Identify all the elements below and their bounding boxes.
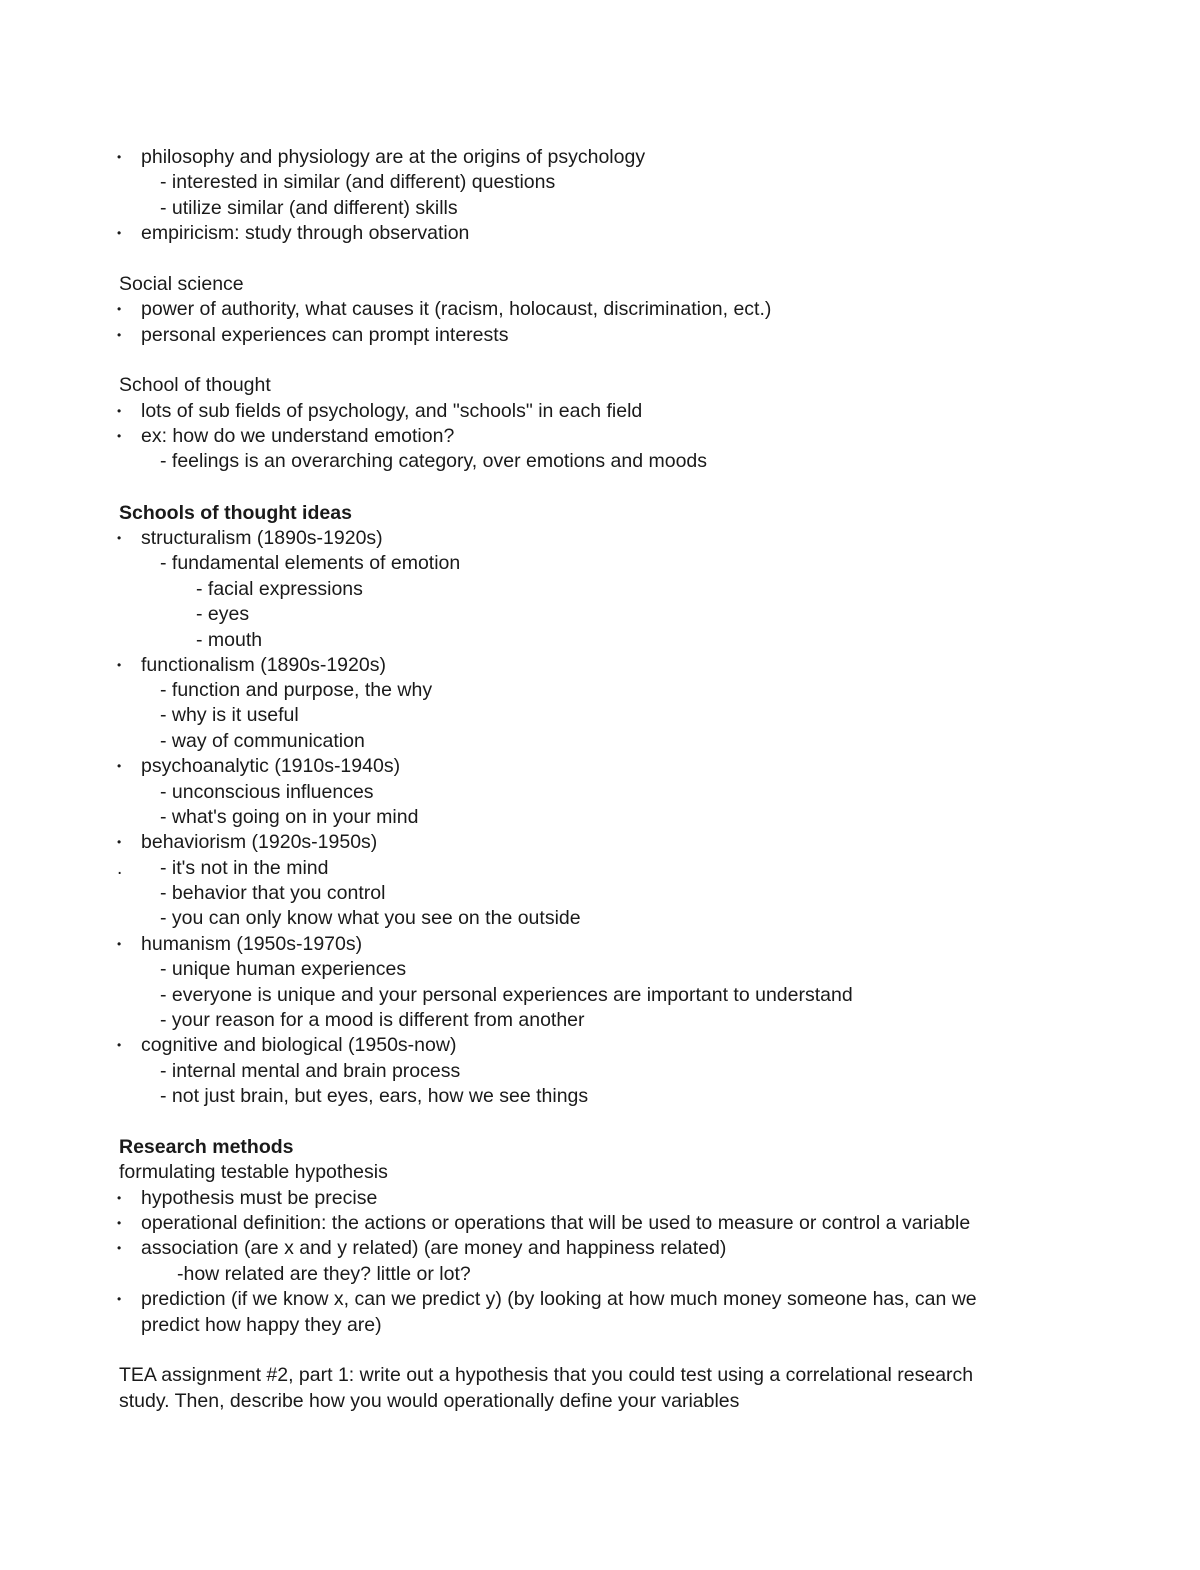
bullet-marker: • [117,150,122,164]
bullet-marker: • [117,328,122,342]
bullet-marker: • [117,1216,122,1230]
sub-text: - function and purpose, the why [160,679,433,701]
sub-sub-text: - facial expressions [196,578,363,600]
sub-text: - your reason for a mood is different from another [160,1009,585,1031]
bullet-text: hypothesis must be precise [141,1187,378,1209]
heading-text: Research methods [119,1136,294,1158]
assignment-text: TEA assignment #2, part 1: write out a hypothesis that you could test using a correlational research [119,1364,974,1386]
bullet-marker: • [117,1038,122,1052]
bullet-text: lots of sub fields of psychology, and "schools" in each field [141,400,643,422]
heading-text: Social science [119,273,244,295]
bullet-text: philosophy and physiology are at the origins of psychology [141,146,646,168]
heading-text: Schools of thought ideas [119,502,352,524]
bullet-text: structuralism (1890s-1920s) [141,527,383,549]
bullet-text: cognitive and biological (1950s-now) [141,1034,457,1056]
bullet-marker: • [117,226,122,240]
subheading-text: formulating testable hypothesis [119,1161,388,1183]
bullet-marker: • [117,429,122,443]
sub-sub-text: - eyes [196,603,250,625]
bullet-marker: • [117,658,122,672]
bullet-text: personal experiences can prompt interests [141,324,509,346]
bullet-marker: • [117,835,122,849]
sub-text: - unconscious influences [160,781,374,803]
bullet-marker: • [117,531,122,545]
bullet-marker: • [117,1191,122,1205]
sub-text: - interested in similar (and different) questions [160,171,556,193]
bullet-marker: • [117,937,122,951]
bullet-text: humanism (1950s-1970s) [141,933,363,955]
assignment-text: study. Then, describe how you would operationally define your variables [119,1390,740,1412]
sub-text: - utilize similar (and different) skills [160,197,458,219]
sub-text: - everyone is unique and your personal experiences are important to understand [160,984,853,1006]
bullet-text: functionalism (1890s-1920s) [141,654,386,676]
sub-text: - unique human experiences [160,958,407,980]
sub-text: - why is it useful [160,704,299,726]
bullet-text: psychoanalytic (1910s-1940s) [141,755,401,777]
bullet-marker: • [117,1292,122,1306]
bullet-text: association (are x and y related) (are money and happiness related) [141,1237,727,1259]
heading-text: School of thought [119,374,271,396]
bullet-text: operational definition: the actions or operations that will be used to measure or control a variable [141,1212,971,1234]
sub-text: - fundamental elements of emotion [160,552,461,574]
bullet-text: ex: how do we understand emotion? [141,425,455,447]
bullet-text: prediction (if we know x, can we predict y) (by looking at how much money someone has, can we [141,1288,977,1310]
sub-text: - internal mental and brain process [160,1060,461,1082]
bullet-marker: • [117,759,122,773]
sub-text: - what's going on in your mind [160,806,419,828]
period-marker: . [117,858,123,879]
sub-sub-text: - mouth [196,629,263,651]
bullet-text: predict how happy they are) [141,1314,382,1336]
sub-text: - you can only know what you see on the outside [160,907,581,929]
sub-text: - feelings is an overarching category, over emotions and moods [160,450,708,472]
bullet-marker: • [117,404,122,418]
bullet-marker: • [117,302,122,316]
bullet-text: empiricism: study through observation [141,222,470,244]
sub-text: - not just brain, but eyes, ears, how we see things [160,1085,589,1107]
sub-text: - behavior that you control [160,882,386,904]
bullet-text: behaviorism (1920s-1950s) [141,831,378,853]
sub-text: -how related are they? little or lot? [177,1263,471,1285]
sub-text: - it's not in the mind [160,857,329,879]
bullet-marker: • [117,1241,122,1255]
sub-text: - way of communication [160,730,365,752]
bullet-text: power of authority, what causes it (racism, holocaust, discrimination, ect.) [141,298,772,320]
